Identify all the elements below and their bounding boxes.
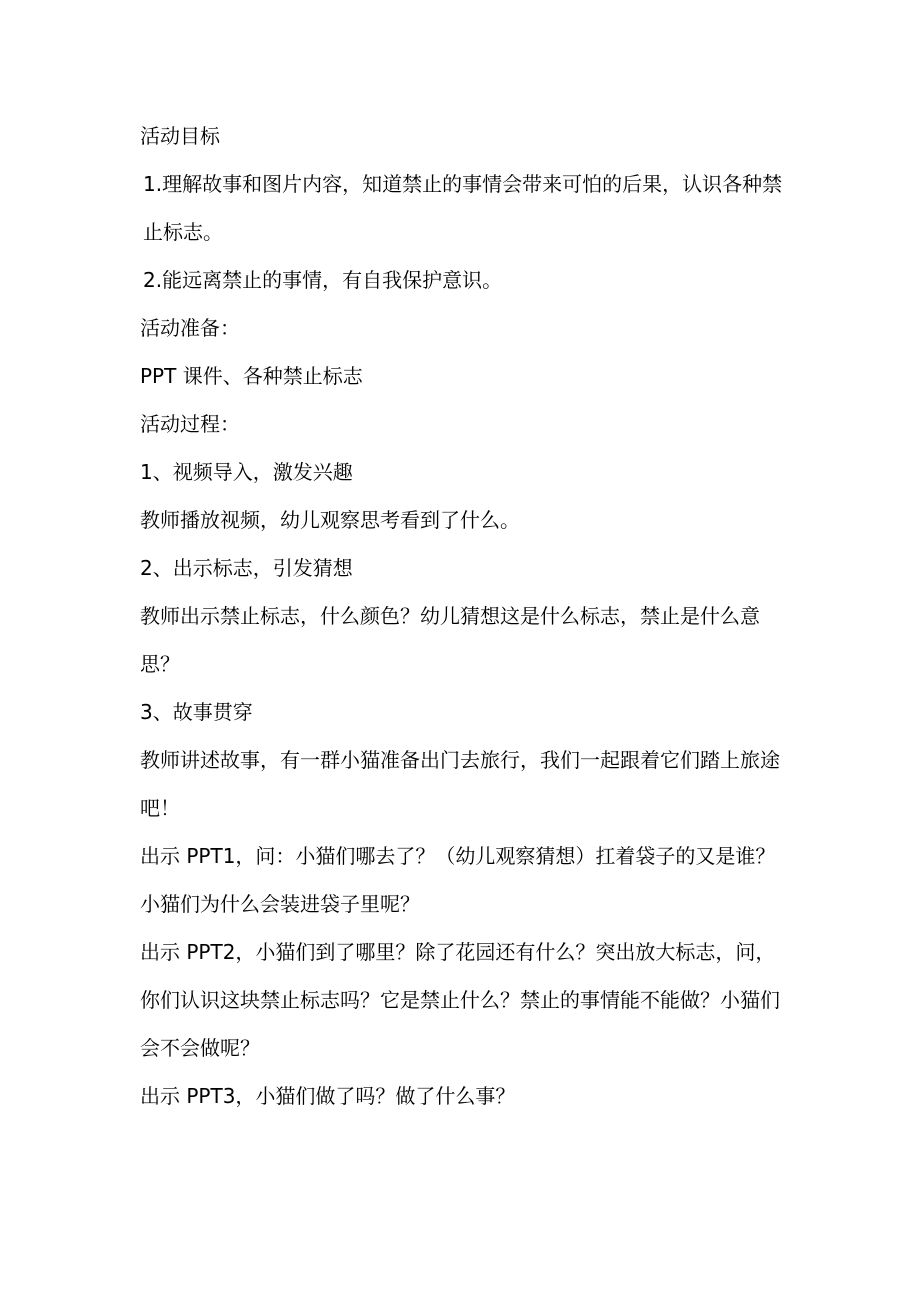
section-heading-preparation: 活动准备： [140,316,240,340]
story-ppt3: 出示 PPT3，小猫们做了吗？做了什么事？ [140,1084,516,1108]
section-heading-process: 活动过程： [140,412,240,436]
story-ppt2: 出示 PPT2，小猫们到了哪里？除了花园还有什么？突出放大标志，问，你们认识这块禁止标志吗？它是禁止什么？禁止的事情能不能做？小猫们会不会做呢？ [140,940,780,1060]
step-text-1: 教师播放视频，幼儿观察思考看到了什么。 [140,508,520,532]
step-heading-1: 1、视频导入，激发兴趣 [140,460,353,484]
step-text-2: 教师出示禁止标志，什么颜色？幼儿猜想这是什么标志，禁止是什么意思？ [140,604,760,676]
story-ppt1: 出示 PPT1，问：小猫们哪去了？（幼儿观察猜想）扛着袋子的又是谁？ [140,844,776,868]
goal-item-2: 2.能远离禁止的事情，有自我保护意识。 [143,268,503,292]
story-intro: 教师讲述故事，有一群小猫准备出门去旅行，我们一起跟着它们踏上旅途吧！ [140,748,780,820]
preparation-materials: PPT 课件、各种禁止标志 [140,364,363,388]
section-heading-goals: 活动目标 [140,124,220,148]
step-heading-3: 3、故事贯穿 [140,700,253,724]
step-heading-2: 2、出示标志，引发猜想 [140,556,353,580]
goal-item-1: 1.理解故事和图片内容，知道禁止的事情会带来可怕的后果，认识各种禁止标志。 [143,172,783,244]
document-body [140,112,790,1120]
story-question: 小猫们为什么会装进袋子里呢？ [140,892,420,916]
